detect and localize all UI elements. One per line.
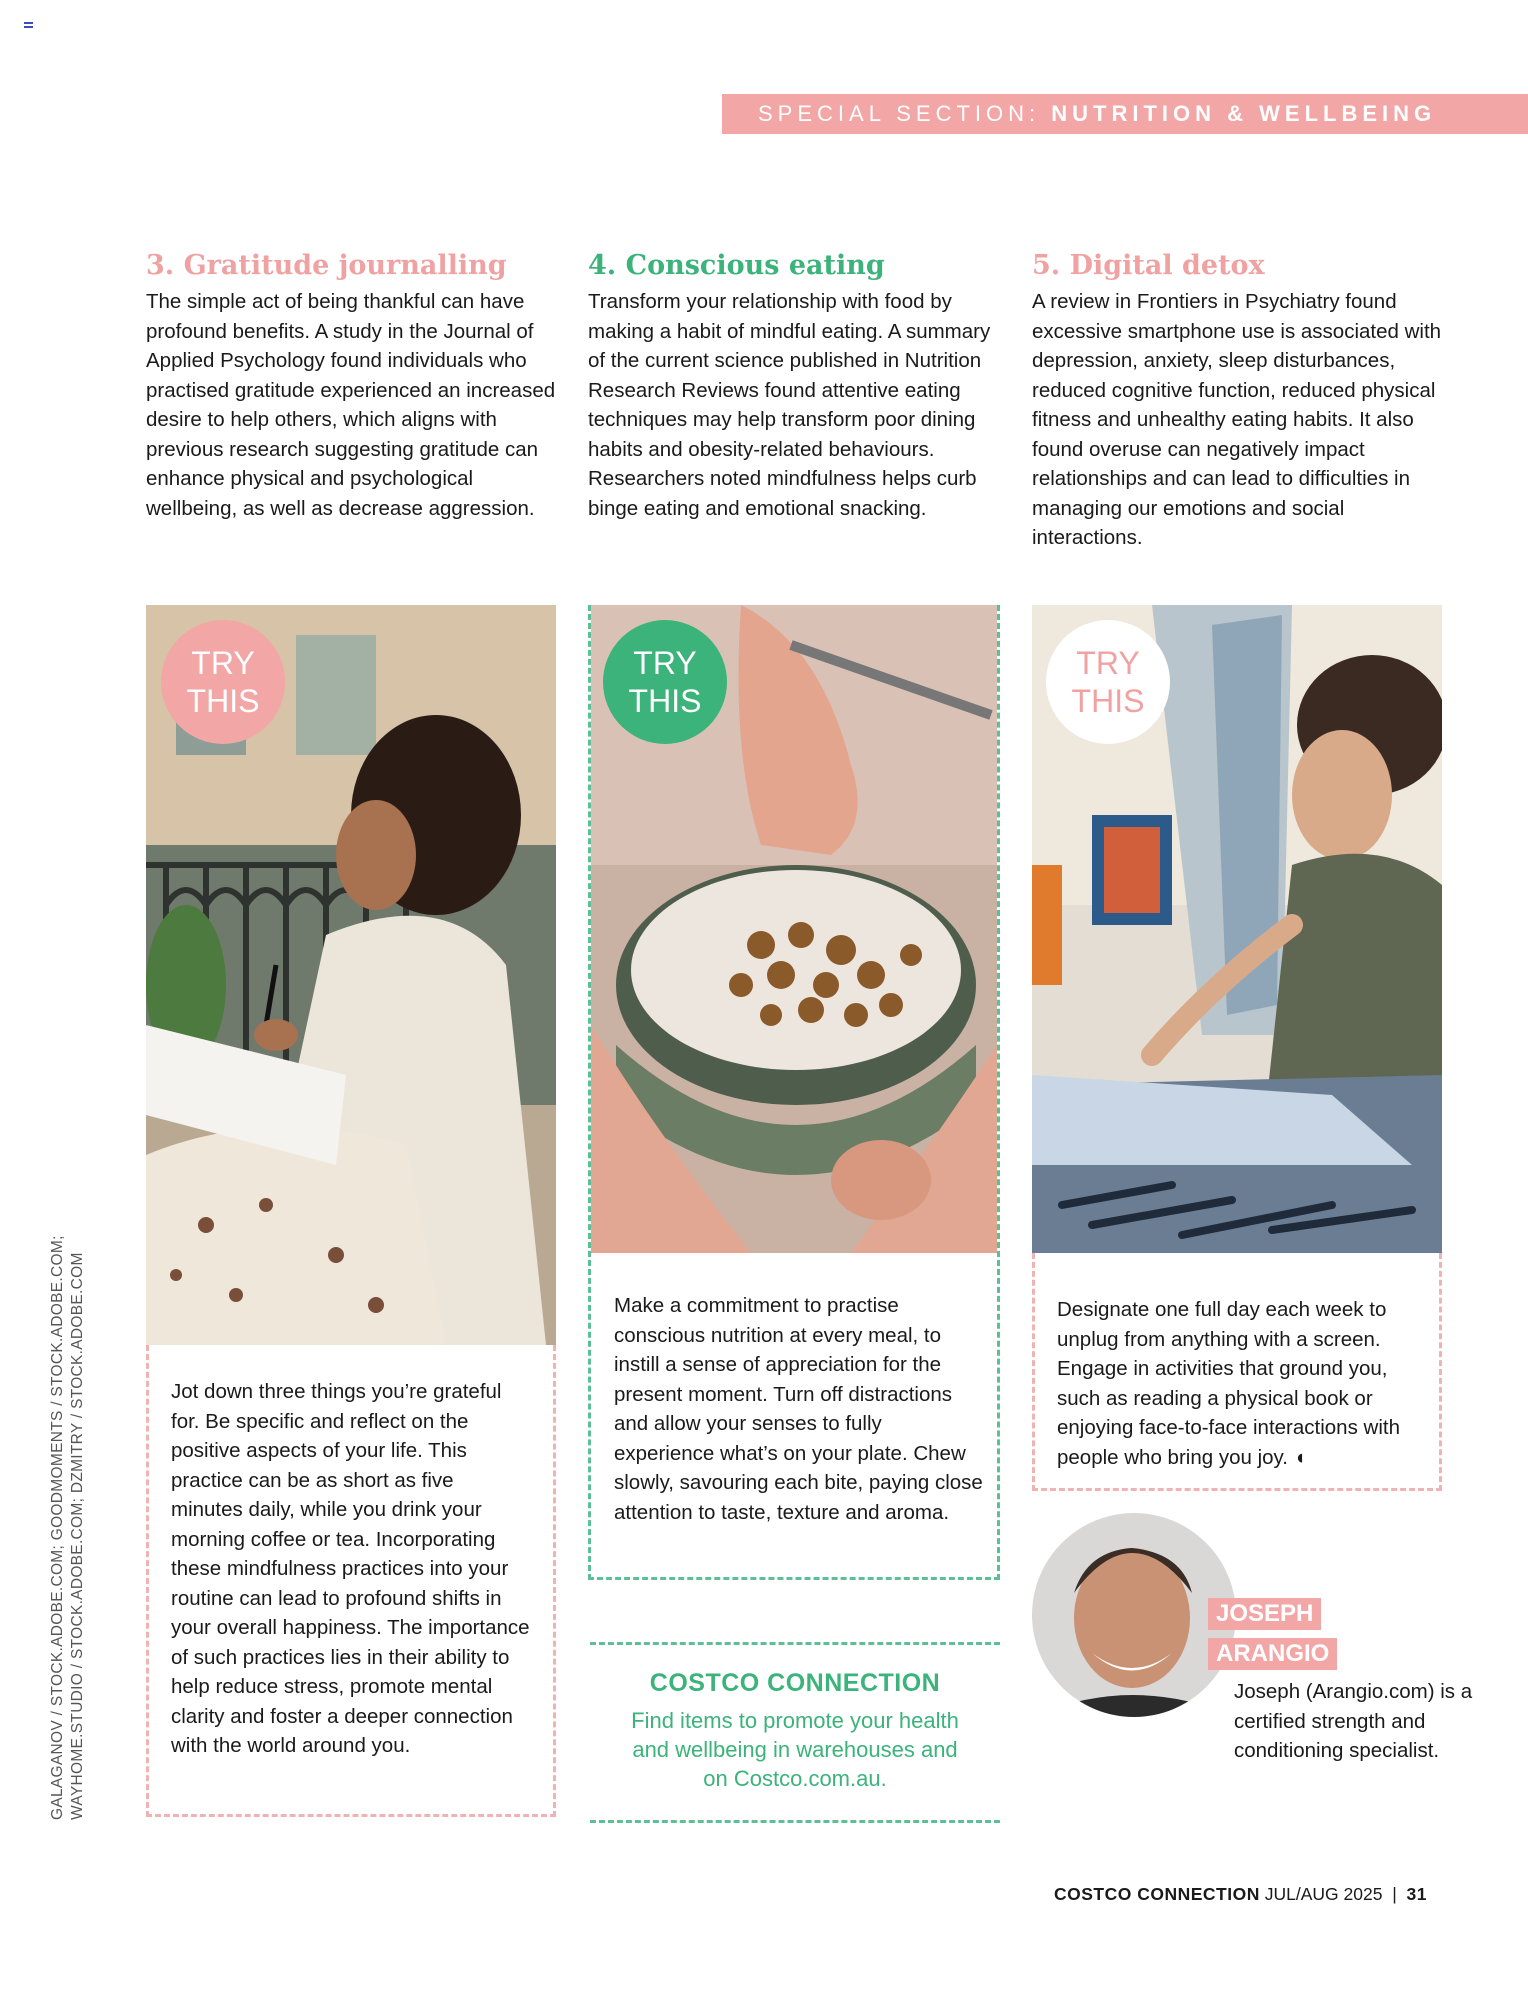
try-this-badge <box>603 620 727 744</box>
badge-line-1: TRY <box>1076 645 1140 681</box>
article-column-eating <box>588 250 998 523</box>
banner-title: NUTRITION & WELLBEING <box>1051 101 1437 126</box>
try-this-badge <box>161 620 285 744</box>
tip-text-wrap <box>1057 1295 1417 1472</box>
page-number: 31 <box>1406 1884 1427 1904</box>
column-heading: 5. Digital detox <box>1032 250 1265 281</box>
author-photo <box>1032 1513 1236 1717</box>
footer-issue: JUL/AUG 2025 <box>1264 1884 1383 1904</box>
column-heading: 4. Conscious eating <box>588 250 885 281</box>
column-intro: A review in Frontiers in Psychiatry found excessive smartphone use is associated with depression, anxiety, sleep disturbances, reduced cognitive function, reduced physical fitness and unhealthy eating habits. It also found overuse can negatively impact relationships and can lead to difficulties in managing our emotions and social interactions. <box>1032 290 1442 549</box>
menu-icon <box>24 22 33 31</box>
banner-prefix: SPECIAL SECTION: <box>758 101 1041 126</box>
tip-box-gratitude <box>146 1345 556 1817</box>
tip-text: Make a commitment to practise conscious nutrition at every meal, to instill a sense of appreciation for the present moment. Turn off distractions and allow your senses to fully experience what’s on your plate. Chew slowly, savouring each bite, paying close attention to taste, texture and aroma. <box>614 1294 983 1524</box>
photo-credit: GALAGANOV / STOCK.ADOBE.COM; GOODMOMENTS / STOCK.ADOBE.COM; WAYHOME.STUDIO / STOCK.ADOBE.COM; DZMITRY / STOCK.ADOBE.COM <box>49 1235 86 1820</box>
column-intro: Transform your relationship with food by making a habit of mindful eating. A summary of the current science published in Nutrition Research Reviews found attentive eating techniques may help transform poor dining habits and obesity-related behaviours. Researchers noted mindfulness helps curb binge eating and emotional snacking. <box>588 290 991 520</box>
article-column-detox <box>1032 250 1442 553</box>
article-column-gratitude <box>146 250 556 523</box>
try-this-badge <box>1046 620 1170 744</box>
tip-text: Jot down three things you’re grateful for. Be specific and reflect on the positive aspects of your life. This practice can be as short as five minutes daily, while you drink your morning coffee or tea. Incorporating these mindfulness practices into your routine can lead to profound shifts in your overall happiness. The importance of such practices lies in their ability to help reduce stress, promote mental clarity and foster a deeper connection with the world around you. <box>171 1380 530 1757</box>
costco-connection-box <box>590 1642 1000 1823</box>
page-footer <box>1054 1884 1474 1905</box>
column-heading: 3. Gratitude journalling <box>146 250 507 281</box>
tip-box-detox <box>1032 1253 1442 1491</box>
connection-title: COSTCO CONNECTION <box>649 1669 941 1697</box>
badge-line-2: THIS <box>628 683 702 719</box>
badge-line-2: THIS <box>186 683 260 719</box>
author-bio: Joseph (Arangio.com) is a certified strength and conditioning specialist. <box>1234 1680 1473 1762</box>
tip-text-eating <box>614 1291 984 1527</box>
author-first-name: JOSEPH <box>1208 1598 1321 1630</box>
footer-publication: COSTCO CONNECTION <box>1054 1884 1260 1904</box>
badge-line-2: THIS <box>1071 683 1145 719</box>
connection-text: Find items to promote your health and wellbeing in warehouses and on Costco.com.au. <box>631 1708 959 1791</box>
column-intro: The simple act of being thankful can have profound benefits. A study in the Journal of Applied Psychology found individuals who practised gratitude experienced an increased desire to help others, which aligns with previous research suggesting gratitude can enhance physical and psychological wellbeing, as well as decrease aggression. <box>146 290 556 520</box>
section-banner <box>722 94 1528 134</box>
end-mark-icon: ◖ <box>1293 1445 1307 1469</box>
badge-line-1: TRY <box>633 645 697 681</box>
badge-line-1: TRY <box>191 645 255 681</box>
author-last-name: ARANGIO <box>1208 1638 1337 1670</box>
tip-text: Designate one full day each week to unplug from anything with a screen. Engage in activities that ground you, such as reading a physical book or enjoying face-to-face interactions with people who bring you joy. <box>1057 1298 1400 1469</box>
footer-separator: | <box>1392 1884 1397 1904</box>
